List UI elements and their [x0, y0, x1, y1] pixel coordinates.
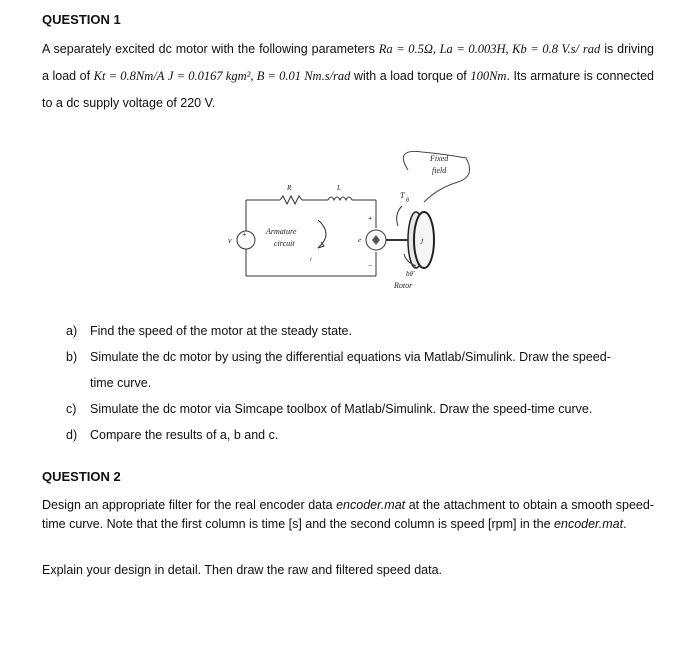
question-1-paragraph	[42, 36, 654, 117]
param-kt: Kt = 0.8Nm/A	[93, 69, 165, 83]
label-b-thetadot: bθ̇	[406, 270, 413, 278]
label-v: v	[228, 236, 232, 245]
emf-plus: +	[368, 214, 373, 223]
file-name: encoder.mat	[336, 498, 406, 512]
list-item: c) Simulate the dc motor via Simcape toolbox of Matlab/Simulink. Draw the speed-time curve.	[66, 402, 593, 416]
label-rotor: Rotor	[394, 281, 413, 290]
label-armature: Armature	[266, 227, 297, 236]
intro-text-6: . Its armature is connected to a dc supply voltage of 220 V.	[42, 69, 654, 110]
question-1-title: QUESTION 1	[42, 12, 121, 27]
torque-arrow	[397, 206, 402, 226]
label-theta: θ	[406, 198, 409, 204]
dc-motor-diagram	[218, 148, 478, 298]
param-load-torque: 100Nm	[470, 69, 507, 83]
source-plus: +	[242, 230, 247, 239]
intro-text-4: with a load torque	[350, 69, 453, 83]
label-r: R	[287, 184, 292, 192]
param-b: B = 0.01 Nm.s/rad	[256, 69, 351, 83]
label-t: T	[400, 191, 405, 200]
question-2-instruction: Explain your design in detail. Then draw the raw and filtered speed data.	[42, 563, 443, 577]
question-1-task-list	[66, 318, 666, 448]
resistor-symbol	[280, 196, 302, 204]
label-circuit: circuit	[274, 239, 295, 248]
file-name: encoder.mat	[554, 517, 624, 531]
list-item: a) Find the speed of the motor at the steady state.	[66, 324, 352, 338]
rotor-face	[414, 212, 434, 268]
param-j: J = 0.0167 kgm²,	[167, 69, 257, 83]
question-2-title: QUESTION 2	[42, 469, 121, 484]
emf-minus: −	[368, 261, 373, 270]
param-kb-unit: rad	[582, 42, 601, 56]
label-l: L	[337, 184, 341, 192]
param-kb: Kb = 0.8 V.s/	[512, 42, 579, 56]
intro-text-5: of	[456, 69, 471, 83]
inductor-symbol	[328, 197, 352, 200]
label-fixed: Fixed	[430, 154, 449, 163]
label-i: i	[310, 257, 312, 263]
intro-text-2: is driving a load of	[42, 42, 654, 83]
list-item: b) Simulate the dc motor by using the differential equations via Matlab/Simulink. Draw the speed-	[66, 350, 611, 364]
label-j: J	[420, 238, 424, 246]
param-ra: Ra = 0.5Ω,	[378, 42, 440, 56]
list-item: time curve.	[90, 376, 152, 390]
label-field: field	[432, 166, 447, 175]
label-e: e	[358, 236, 362, 244]
param-la: La = 0.003H,	[439, 42, 513, 56]
list-item: d) Compare the results of a, b and c.	[66, 428, 279, 442]
question-2-paragraph: Design an appropriate filter for the real encoder data encoder.mat at the attachment to obtain a smooth speed-time curve. Note that the first column is time [s] and the second column is speed [rpm] in the encoder.mat.	[42, 498, 654, 531]
intro-text: A separately excited dc motor with the following parameters	[42, 42, 379, 56]
